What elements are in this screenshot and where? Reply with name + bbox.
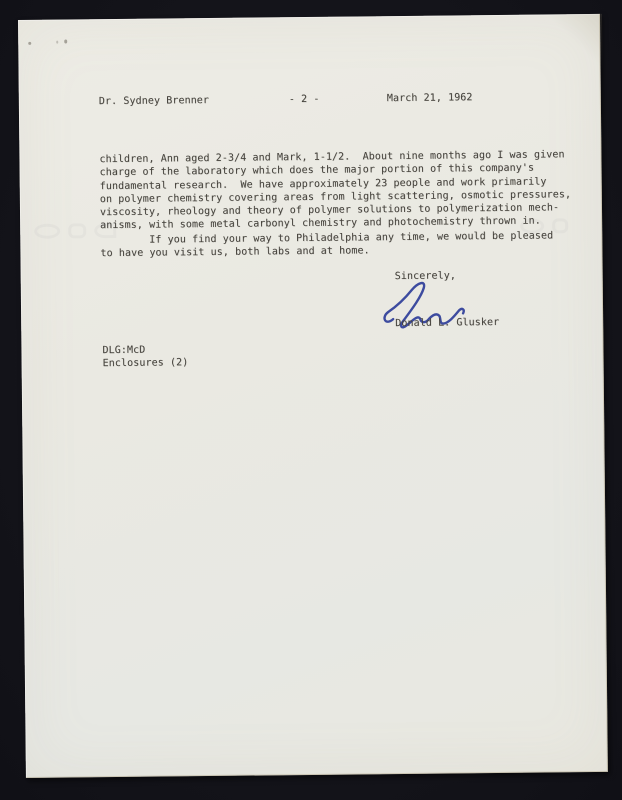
pencil-dot [64,39,67,43]
letter-header [19,90,601,110]
pencil-marks [26,39,86,48]
page-number: - 2 - [288,93,320,106]
letter-date: March 21, 1962 [386,92,473,105]
recipient-name: Dr. Sydney Brenner [98,95,210,108]
typed-signature-name: Donald L. Glusker [395,316,500,330]
bleed-mark [68,223,86,238]
corner-crease [532,14,603,69]
reference-block: DLG:McD Enclosures (2) [102,344,189,370]
body-paragraph-1: children, Ann aged 2-3/4 and Mark, 1-1/2. About nine months ago I was given charge of the laboratory which does the major portion of this company's fundamental research. We have approximately 23 people and work primarily on polymer chemistry covering areas from light scattering, osmotic pressures, viscosity, rheology and theory of polymer solutions to polymerization mech- anisms, with some metal carbonyl chemistry and photochemistry thrown in. [99,149,572,232]
pencil-dot [56,41,58,44]
pencil-dot [28,42,31,45]
letter-page [18,14,608,778]
bleed-mark [34,224,60,239]
valediction: Sincerely, [394,270,456,283]
body-paragraph-2: If you find your way to Philadelphia any time, we would be pleased to have you visit us, both labs and at home. [100,229,554,259]
